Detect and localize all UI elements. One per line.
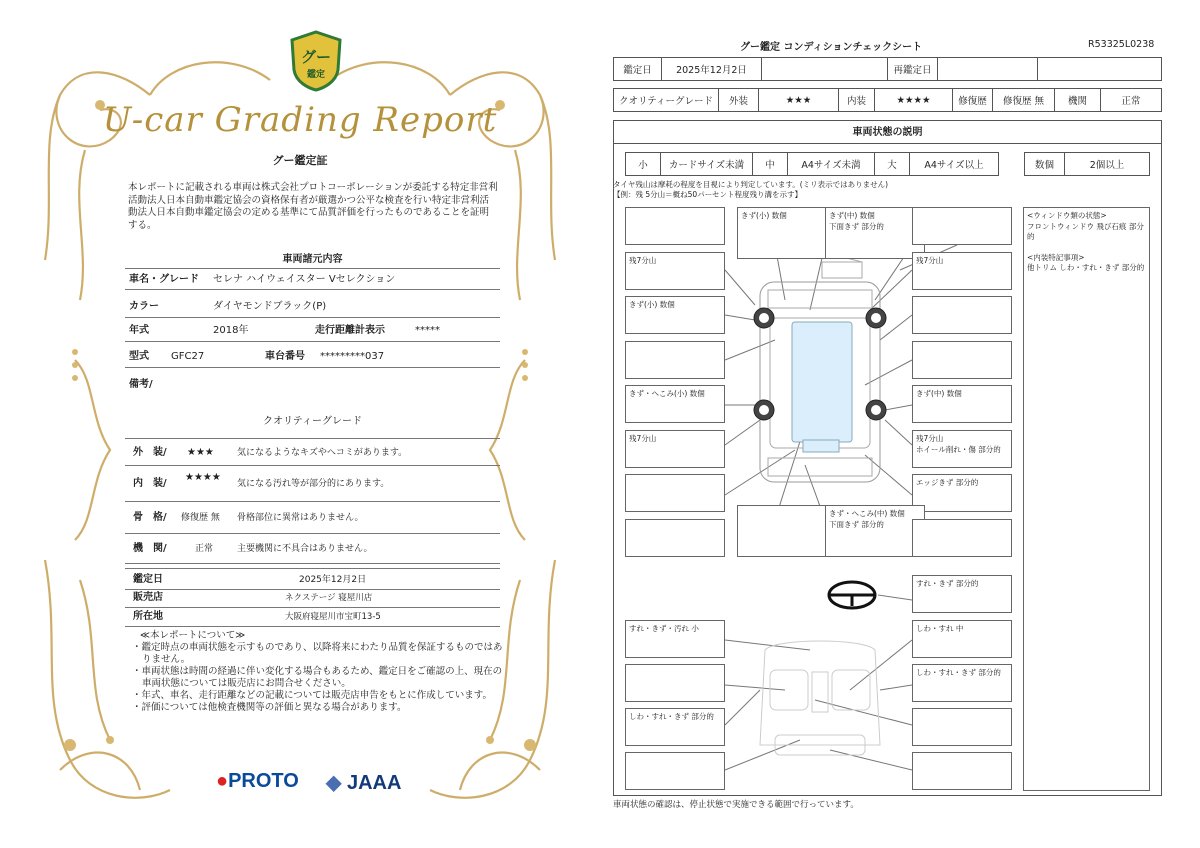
grade-label: 内 装/ — [133, 478, 167, 489]
engine-label: 機関 — [1055, 89, 1101, 111]
appraisal-shop-row — [125, 588, 500, 608]
condition-box: きず(小) 数個 — [737, 207, 837, 259]
spec-value: 2018年 — [213, 325, 249, 336]
grade-row-engine — [125, 534, 500, 564]
interior-notes-title: <内装特記事項> — [1027, 252, 1085, 262]
spec-value: ***** — [415, 325, 440, 336]
note-item: ・年式、車名、走行距離などの記載については販売店申告をもとに作成しています。 — [132, 690, 493, 701]
note-item: ・車両状態は時間の経過に伴い変化する場合もあるため、鑑定日をご確認の上、現在の車両状態については販売店にお問合せください。 — [132, 666, 503, 689]
interior-value: ★★★★ — [875, 89, 953, 111]
spec-label: 車台番号 — [265, 351, 305, 362]
grade-desc: 骨格部位に異常はありません。 — [237, 513, 364, 523]
condition-box — [625, 341, 725, 379]
spec-row-name — [125, 268, 500, 290]
grade-row-exterior — [125, 438, 500, 466]
spec-label: 備考/ — [129, 379, 153, 390]
spec-value: GFC27 — [171, 351, 205, 362]
condition-box: きず(小) 数個 — [625, 296, 725, 334]
spec-value: *********037 — [320, 351, 385, 362]
exterior-value: ★★★ — [759, 89, 839, 111]
condition-box — [625, 664, 725, 702]
proto-logo: ●PROTO — [216, 770, 299, 792]
window-notes-value: フロントウィンドウ 飛び石痕 部分的 — [1027, 221, 1144, 241]
count-desc: 2個以上 — [1089, 160, 1125, 171]
empty-cell — [1038, 58, 1161, 80]
jaaa-logo: ◆ JAAA — [326, 772, 402, 794]
tire-tread-note — [613, 180, 993, 199]
spec-label: 車名・グレード — [129, 274, 199, 285]
grade-desc: 主要機関に不具合はありません。 — [237, 544, 373, 554]
appraisal-date-row — [125, 568, 500, 590]
grade-value: 正常 — [195, 544, 214, 554]
report-notes — [128, 630, 508, 714]
grade-row-frame — [125, 502, 500, 534]
condition-box — [912, 708, 1012, 746]
condition-box: 残7分山 — [625, 430, 725, 468]
exterior-label: 外装 — [719, 89, 759, 111]
size-large-desc: A4サイズ以上 — [924, 160, 984, 171]
note-item: ・評価については他検査機関等の評価と異なる場合があります。 — [132, 702, 407, 713]
size-mid-desc: A4サイズ未満 — [788, 153, 875, 175]
condition-box: 残7分山 ホイール削れ・傷 部分的 — [912, 430, 1012, 468]
condition-box: 残7分山 — [625, 252, 725, 290]
repair-label: 修復歴 — [953, 89, 993, 111]
count-label: 数個 — [1025, 153, 1065, 175]
size-mid-label: 中 — [753, 153, 788, 175]
reappraisal-label: 再鑑定日 — [888, 58, 938, 80]
condition-box — [625, 752, 725, 790]
condition-box: きず・へこみ(小) 数個 — [625, 385, 725, 423]
grade-value: 修復歴 無 — [181, 513, 220, 523]
grade-table — [613, 88, 1162, 112]
repair-value: 修復歴 無 — [993, 89, 1055, 111]
grade-row-interior — [125, 466, 500, 502]
condition-box — [912, 752, 1012, 790]
note-item: ・鑑定時点の車両状態を示すものであり、以降将来にわたり品質を保証するものではありません。 — [132, 642, 503, 665]
condition-box: しわ・すれ 中 — [912, 620, 1012, 658]
window-notes-title: <ウィンドウ類の状態> — [1027, 211, 1107, 220]
sheet-footer-note: 車両状態の確認は、停止状態で実施できる範囲で行っています。 — [613, 800, 859, 810]
condition-box: 残7分山 — [912, 252, 1012, 290]
appraisal-address-row — [125, 607, 500, 627]
condition-box: すれ・きず・汚れ 小 — [625, 620, 725, 658]
date-table — [613, 57, 1162, 81]
engine-value: 正常 — [1121, 96, 1141, 107]
appraisal-label: 販売店 — [133, 592, 163, 603]
tire-note-line: タイヤ残山は摩耗の程度を目視により判定しています。(ミリ表示ではありません) — [613, 180, 889, 189]
grade-heading: クオリティーグレード — [263, 416, 362, 427]
grade-desc: 気になる汚れ等が部分的にあります。 — [237, 479, 390, 489]
certificate-heading: グー鑑定証 — [272, 154, 328, 167]
date-label: 鑑定日 — [614, 58, 662, 80]
condition-box: しわ・すれ・きず 部分的 — [625, 708, 725, 746]
frame-title: 車両状態の説明 — [614, 121, 1161, 144]
grade-desc: 気になるようなキズやヘコミがあります。 — [237, 448, 408, 458]
appraisal-value: ネクステージ 寝屋川店 — [285, 593, 373, 603]
spec-row-color — [125, 296, 500, 318]
condition-box — [737, 505, 837, 557]
special-notes-panel — [1023, 207, 1150, 791]
spec-label: 型式 — [129, 351, 149, 362]
empty-cell — [762, 58, 888, 80]
condition-box — [912, 341, 1012, 379]
condition-box: きず(中) 数個 下面きず 部分的 — [825, 207, 925, 259]
svg-text:グー: グー — [300, 48, 332, 66]
sheet-title: グー鑑定 コンディションチェックシート — [740, 42, 923, 53]
appraisal-value: 2025年12月2日 — [299, 575, 367, 585]
size-large-label: 大 — [875, 153, 910, 175]
condition-box — [625, 207, 725, 245]
size-small-label: 小 — [626, 153, 661, 175]
condition-box — [625, 474, 725, 512]
appraisal-label: 所在地 — [133, 611, 163, 622]
grade-label: 骨 格/ — [133, 512, 167, 523]
grade-label: 外 装/ — [133, 447, 167, 458]
tire-note-line: 【例：残 5分山＝概ね50パーセント程度残り溝を示す】 — [613, 189, 803, 199]
sheet-code: R53325L0238 — [1088, 39, 1155, 50]
size-small-desc: カードサイズ未満 — [661, 153, 753, 175]
reappraisal-value — [938, 58, 1038, 80]
condition-box: きず・へこみ(中) 数個 下面きず 部分的 — [825, 505, 925, 557]
count-legend — [1024, 152, 1150, 176]
spec-value: セレナ ハイウェイスター Vセレクション — [213, 274, 396, 285]
appraisal-value: 大阪府寝屋川市宝町13-5 — [285, 612, 381, 622]
interior-notes-value: 他トリム しわ・すれ・きず 部分的 — [1027, 263, 1145, 272]
spec-value: ダイヤモンドブラック(P) — [213, 301, 327, 312]
grade-label: 機 関/ — [133, 543, 167, 554]
condition-box: エッジきず 部分的 — [912, 474, 1012, 512]
spec-label: カラー — [129, 301, 159, 312]
condition-box: しわ・すれ・きず 部分的 — [912, 664, 1012, 702]
notes-title: ≪本レポートについて≫ — [140, 630, 246, 641]
condition-box: すれ・きず 部分的 — [912, 575, 1012, 613]
grade-value: ★★★★ — [185, 472, 221, 483]
appraisal-label: 鑑定日 — [133, 574, 163, 585]
grade-value: ★★★ — [187, 447, 214, 458]
spec-row-year — [125, 320, 500, 342]
date-value: 2025年12月2日 — [662, 58, 762, 80]
condition-box — [912, 296, 1012, 334]
spec-label: 走行距離計表示 — [315, 325, 385, 336]
spec-row-remarks — [125, 374, 500, 396]
goo-kantei-logo-icon — [288, 30, 344, 92]
grade-label: クオリティーグレード — [614, 89, 719, 111]
svg-text:鑑定: 鑑定 — [306, 70, 326, 80]
condition-box — [912, 519, 1012, 557]
spec-row-model — [125, 346, 500, 368]
condition-box: きず(中) 数個 — [912, 385, 1012, 423]
condition-check-sheet — [600, 0, 1200, 848]
condition-box — [912, 207, 1012, 245]
condition-box — [625, 519, 725, 557]
report-script-title: U-car Grading Report — [102, 100, 498, 140]
spec-label: 年式 — [129, 325, 149, 336]
interior-label: 内装 — [839, 89, 875, 111]
size-legend — [625, 152, 999, 176]
specs-heading: 車両諸元内容 — [282, 254, 343, 265]
certificate-statement: 本レポートに記載される車両は株式会社プロトコーポレーションが委託する特定非営利活動法人日本自動車鑑定協会の資格保有者が厳選かつ公平な検査を行い特定非営利活動法人日本自動車鑑定協会の定める基準にて品質評価を行ったものであることを証明する。 — [128, 182, 498, 231]
